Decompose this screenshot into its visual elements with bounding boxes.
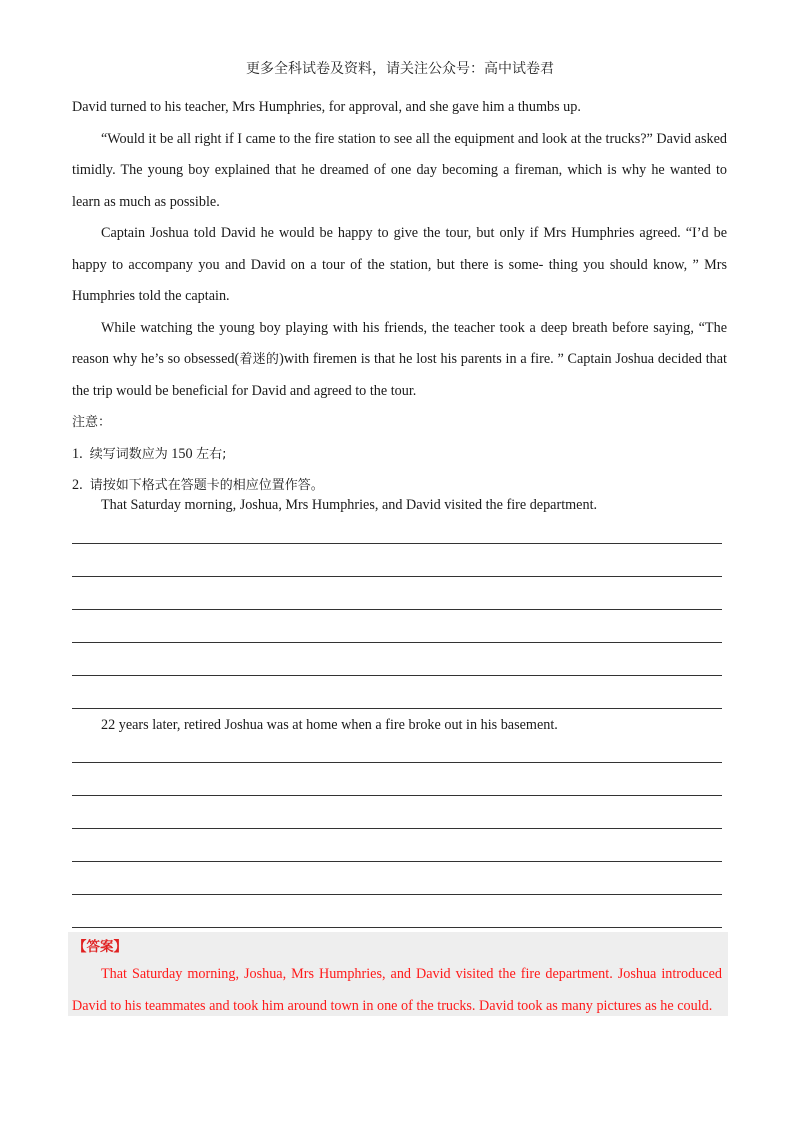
writing-line[interactable]	[72, 676, 722, 709]
writing-lines-second[interactable]	[72, 730, 722, 928]
paragraph-4-part-b: )with firemen is that he lost his parents in a fire. ” Captain Joshua decided that the trip would be beneficial for David and agreed to the tour.	[72, 351, 727, 399]
notes-item-2-text: 请按如下格式在答题卡的相应位置作答。	[89, 478, 324, 493]
writing-line[interactable]	[72, 829, 722, 862]
notes-item-2-number: 2.	[72, 477, 83, 493]
writing-line[interactable]	[72, 577, 722, 610]
answer-box	[68, 932, 728, 1016]
prompt-first-paragraph: That Saturday morning, Joshua, Mrs Humphries, and David visited the fire department.	[101, 497, 598, 513]
answer-label: 【答案】	[73, 939, 127, 955]
passage-paragraph-3: Captain Joshua told David he would be happy to give the tour, but only if Mrs Humphries agreed. “I’d be happy to accompany you and David on a tour of the station, but there is some- thing you should know, ” Mrs Humphries told the captain.	[72, 225, 727, 304]
notes-item-1-number: 1.	[72, 445, 83, 462]
answer-text: That Saturday morning, Joshua, Mrs Humphries, and David visited the fire department. Joshua introduced David to his teammates and took him around town in one of the trucks. David took as many pictures as he could.	[72, 966, 722, 1014]
writing-line[interactable]	[72, 730, 722, 763]
page-header: 更多全科试卷及资料，请关注公众号：高中试卷君	[246, 61, 554, 77]
writing-line[interactable]	[72, 796, 722, 829]
writing-line[interactable]	[72, 643, 722, 676]
paragraph-4-part-a: While watching the young boy playing with his friends, the teacher took a deep breath before saying, “The reason why he’s so obsessed(	[72, 319, 727, 367]
passage-paragraph-4	[72, 313, 727, 408]
passage-paragraph-2: “Would it be all right if I came to the fire station to see all the equipment and look at the trucks?” David asked timidly. The young boy explained that he dreamed of one day becoming a fireman, which is why he wanted to learn as much as possible.	[72, 130, 727, 210]
paragraph-4-gloss: 着迷的	[239, 352, 280, 367]
notes-item-1	[72, 439, 727, 471]
notes-title: 注意：	[72, 415, 112, 430]
notes-item-1-count: 150	[167, 445, 197, 462]
passage-paragraph-1: David turned to his teacher, Mrs Humphries, for approval, and she gave him a thumbs up.	[72, 99, 581, 115]
writing-line[interactable]	[72, 862, 722, 895]
writing-line[interactable]	[72, 544, 722, 577]
prompt-second-paragraph: 22 years later, retired Joshua was at home when a fire broke out in his basement.	[101, 717, 558, 733]
writing-line[interactable]	[72, 511, 722, 544]
writing-line[interactable]	[72, 763, 722, 796]
notes-item-1-text-b: 左右;	[196, 446, 227, 462]
writing-lines-first[interactable]	[72, 511, 722, 709]
writing-line[interactable]	[72, 895, 722, 928]
notes-item-1-text-a: 续写词数应为	[89, 446, 168, 462]
writing-line[interactable]	[72, 610, 722, 643]
passage-body	[72, 92, 727, 502]
